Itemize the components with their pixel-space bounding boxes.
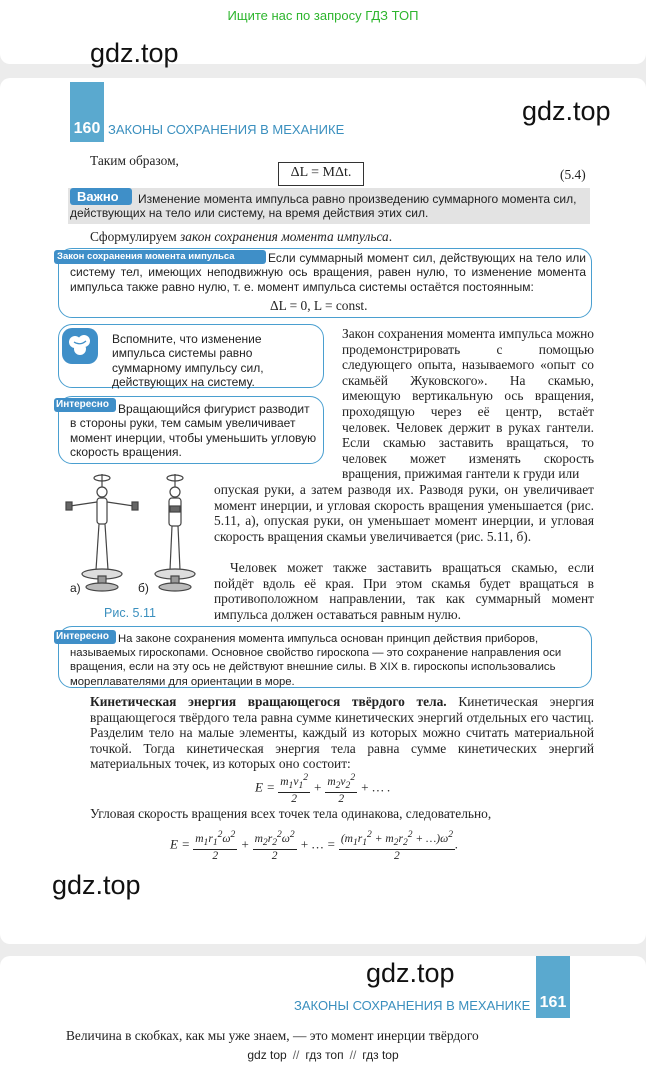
bottom-links: gdz top // гдз топ // гдз top	[247, 1048, 399, 1062]
bottom-link-2[interactable]: гдз топ	[305, 1048, 344, 1062]
watermark: gdz.top	[522, 96, 611, 126]
formula-number: (5.4)	[560, 167, 586, 182]
bench-walk-text: Человек может также заставить вращаться скамью, если пойдёт вдоль её края. При этом скамья будет вращаться в противоположном направлении, так как суммарный момент импульса должен оставаться равным нулю.	[214, 560, 594, 622]
important-text: Изменение момента импульса равно произведению суммарного момента сил, действующих на тело или систему, на время действия этих сил.	[70, 192, 577, 221]
interesting-text-2: На законе сохранения момента импульса основан принцип действия приборов, называемых гироскопами. Основное свойство гироскопа — это сохранение направления оси вращения, если на эту ось не действуют внешние силы. В XIX в. гироскопы использовались мореплавателями для ориентации в море.	[70, 633, 562, 688]
law-text: Если суммарный момент сил, действующих на тело или систему тел, имеющих неподвижную ось вращения, равен нулю, то изменение момента импульса также равно нулю, т. е. момент импульса системы остаётся постоянным:	[70, 251, 586, 294]
page-161-first-line: Величина в скобках, как мы уже знаем, — это момент инерции твёрдого	[66, 1028, 479, 1043]
watermark: gdz.top	[366, 958, 455, 988]
intro-text: Таким образом,	[90, 153, 179, 168]
kinetic-energy-paragraph: Кинетическая энергия вращающегося твёрдого тела. Кинетическая энергия вращающегося твёрдого тела равна сумме кинетических энергий отдельных его частиц. Разделим тело на малые элементы, каждый из которых можно считать материальной точкой. Тогда кинетическая энергия тела равна сумме кинетических энергий материальных точек, из которых оно состоит:	[90, 694, 594, 772]
experiment-text-continued: опуская руки, а затем разводя их. Разводя руки, он увеличивает момент инерции, и угловая скорость вращения уменьшается (рис. 5.11, а), опуская руки, он уменьшает момент инерции, и угловая скорость вращения скамьи увеличивается (рис. 5.11, б).	[214, 482, 594, 544]
formula-5-4: ΔL = MΔt.	[278, 162, 364, 186]
experiment-text: Закон сохранения момента импульса можно продемонстрировать с помощью следующего опыта, называемого «опыт со скамьёй Жуковского». На скамью, имеющую вертикальную ось вращения, проходящую через её центр, встаёт человек. Человек держит в руках гантели. Если скамью заставить вращаться, то человек может изменять скорость вращения, прижимая гантели к груди или	[342, 326, 594, 482]
page-161-header-title: ЗАКОНЫ СОХРАНЕНИЯ В МЕХАНИКЕ	[294, 998, 531, 1013]
angular-velocity-text: Угловая скорость вращения всех точек тела одинакова, следовательно,	[90, 806, 492, 821]
important-tag: Важно	[70, 188, 132, 205]
bottom-link-3[interactable]: гдз top	[362, 1048, 399, 1062]
recall-text: Вспомните, что изменение импульса системы равно суммарному импульсу сил, действующих на систему.	[112, 332, 264, 390]
brain-icon	[62, 328, 98, 364]
skater-arms-in-figure	[155, 474, 195, 591]
interesting-tag-2: Интересно	[54, 630, 116, 644]
law-name-italic: закон сохранения момента импульса	[180, 229, 389, 244]
interesting-tag-1: Интересно	[54, 398, 116, 412]
skater-arms-out-figure	[66, 474, 138, 591]
figure-label-a: а)	[70, 581, 81, 595]
page-number-160: 160	[70, 82, 104, 142]
figure-label-b: б)	[138, 581, 149, 595]
kinetic-energy-rotation-formula: E = $\frac{m_1r_1^2\omega^2}{2}$ + $\frac{m_2r_2^2\omega^2}{2}$ + … = $\frac{(m_1r_1^2 + m_2r_2^2 + \dots)\omega^2}{2}$ .	[170, 829, 459, 863]
law-tag: Закон сохранения момента импульса	[54, 250, 266, 264]
formulate-line: Сформулируем закон сохранения момента импульса.	[90, 229, 393, 244]
page-header-title: ЗАКОНЫ СОХРАНЕНИЯ В МЕХАНИКЕ	[108, 122, 345, 137]
search-promo-link[interactable]: Ищите нас по запросу ГДЗ ТОП	[227, 8, 419, 23]
watermark: gdz.top	[52, 870, 141, 900]
kinetic-energy-heading: Кинетическая энергия вращающегося твёрдого тела.	[90, 694, 447, 709]
kinetic-energy-sum-formula: E = $\frac{m_1v_1^2}{2}$ + $\frac{m_2v_2^2}{2}$ + … .	[255, 772, 391, 806]
law-formula: ΔL = 0, L = const.	[270, 298, 368, 313]
bottom-link-1[interactable]: gdz top	[247, 1048, 287, 1062]
figure-caption: Рис. 5.11	[104, 606, 156, 620]
page-number-161: 161	[536, 956, 570, 1018]
top-banner	[0, 0, 646, 34]
figure-5-11	[60, 470, 210, 596]
watermark: gdz.top	[90, 38, 179, 68]
interesting-text-1: Вращающийся фигурист разводит в стороны руки, тем самым увеличивает момент инерции, чтобы уменьшить угловую скорость вращения.	[70, 402, 317, 460]
